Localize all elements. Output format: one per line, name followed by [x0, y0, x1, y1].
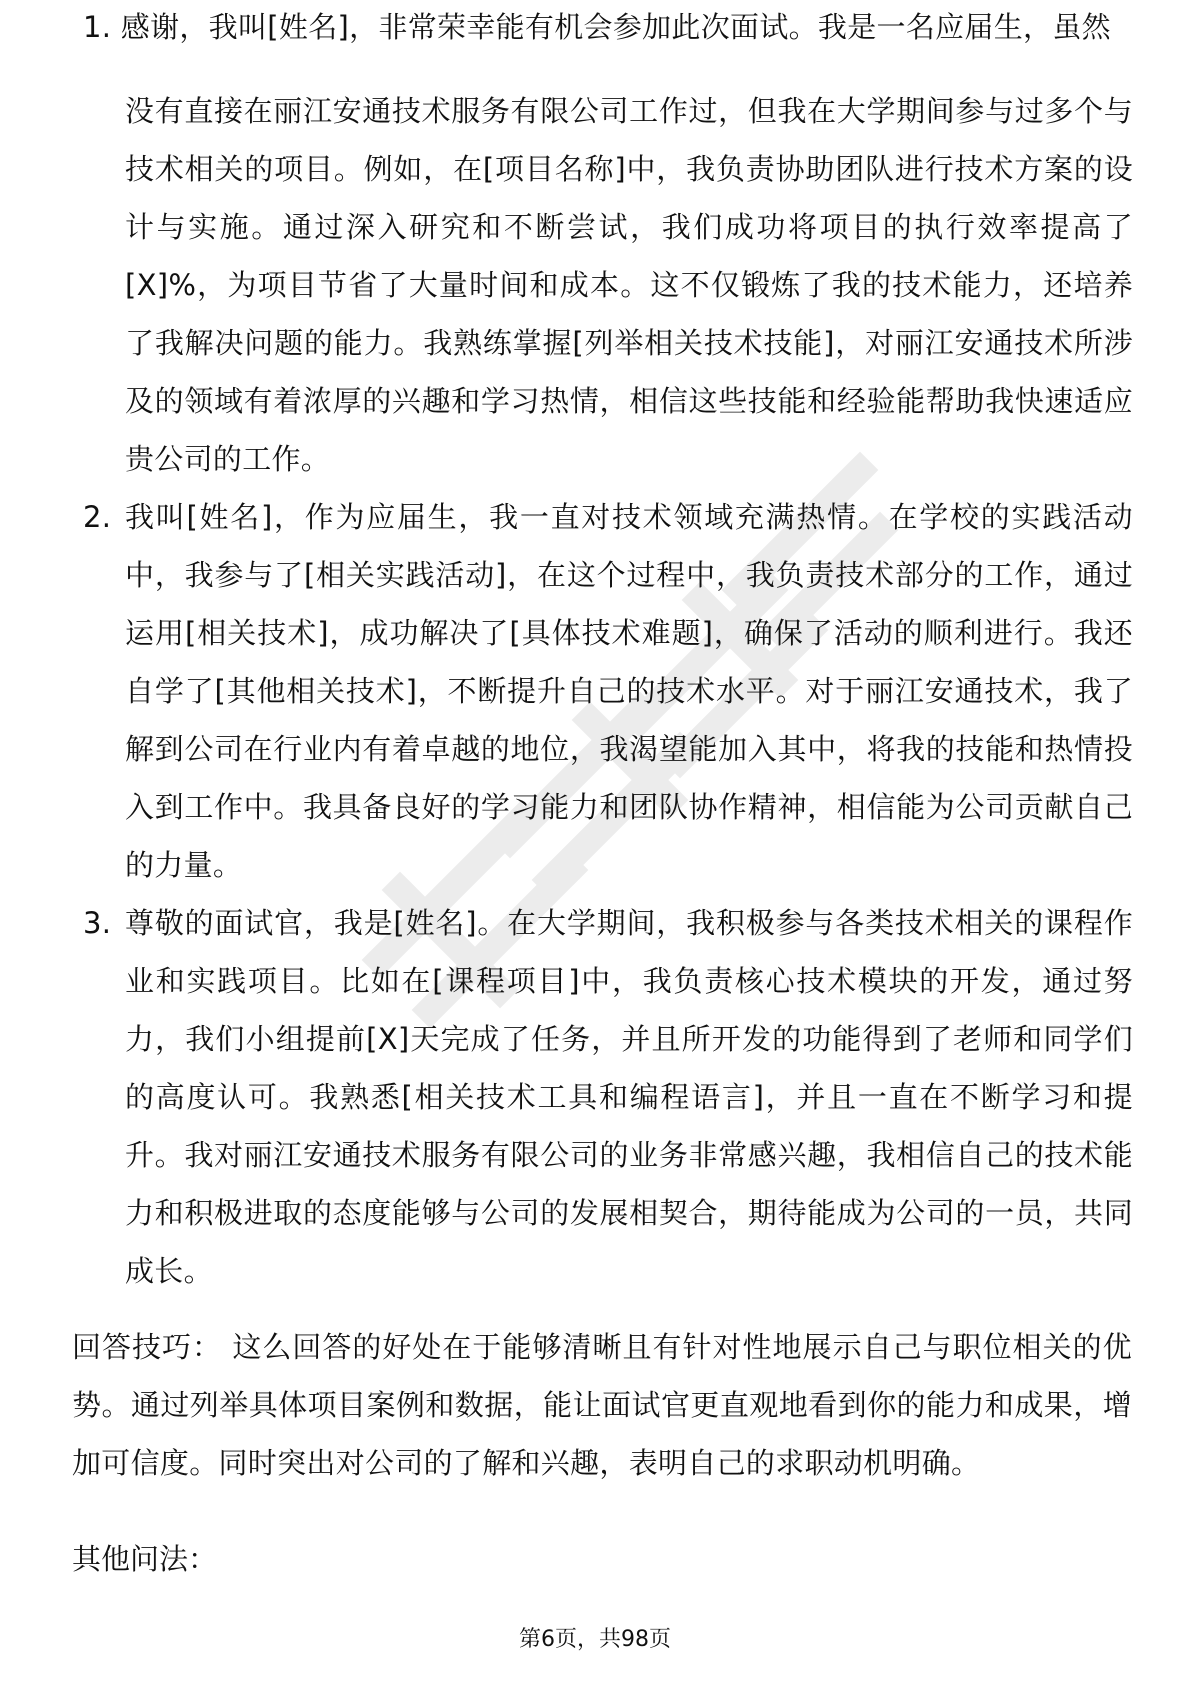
answer-tips-label: 回答技巧： — [72, 1330, 223, 1364]
answer-item-2-text: 我叫[姓名]，作为应届生，我一直对技术领域充满热情。在学校的实践活动中，我参与了[相关实践活动]，在这个过程中，我负责技术部分的工作，通过运用[相关技术]，成功解决了[具体技术难题]，确保了活动的顺利进行。我还自学了[其他相关技术]，不断提升自己的技术水平。对于丽江安通技术，我了解到公司在行业内有着卓越的地位，我渴望能加入其中，将我的技能和热情投入到工作中。我具备良好的学习能力和团队协作精神，相信能为公司贡献自己的力量。 — [125, 500, 1133, 882]
answer-item-3-text: 尊敬的面试官，我是[姓名]。在大学期间，我积极参与各类技术相关的课程作业和实践项目。比如在[课程项目]中，我负责核心技术模块的开发，通过努力，我们小组提前[X]天完成了任务，并且所开发的功能得到了老师和同学们的高度认可。我熟悉[相关技术工具和编程语言]，并且一直在不断学习和提升。我对丽江安通技术服务有限公司的业务非常感兴趣，我相信自己的技术能力和积极进取的态度能够与公司的发展相契合，期待能成为公司的一员，共同成长。 — [125, 906, 1133, 1288]
answer-item-3-number: 3. — [83, 906, 112, 940]
cut-off-first-line-text: 1. 感谢，我叫[姓名]，非常荣幸能有机会参加此次面试。我是一名应届生，虽然 — [83, 10, 1111, 44]
other-questions-label: 其他问法： — [72, 1542, 218, 1576]
answer-item-2-number: 2. — [83, 500, 112, 534]
answer-tips — [72, 1318, 1132, 1492]
page-number: 第6页，共98页 — [519, 1627, 671, 1652]
answer-item-1 — [83, 82, 1133, 488]
answer-item-1-text: 没有直接在丽江安通技术服务有限公司工作过，但我在大学期间参与过多个与技术相关的项目。例如，在[项目名称]中，我负责协助团队进行技术方案的设计与实施。通过深入研究和不断尝试，我们成功将项目的执行效率提高了[X]%，为项目节省了大量时间和成本。这不仅锻炼了我的技术能力，还培养了我解决问题的能力。我熟练掌握[列举相关技术技能]，对丽江安通技术所涉及的领域有着浓厚的兴趣和学习热情，相信这些技能和经验能帮助我快速适应贵公司的工作。 — [125, 94, 1133, 476]
answer-list — [83, 82, 1133, 1300]
answer-item-2 — [83, 488, 1133, 894]
other-questions-heading — [72, 1530, 217, 1588]
answer-tips-text: 这么回答的好处在于能够清晰且有针对性地展示自己与职位相关的优势。通过列举具体项目案例和数据，能让面试官更直观地看到你的能力和成果，增加可信度。同时突出对公司的了解和兴趣，表明自己的求职动机明确。 — [72, 1330, 1132, 1480]
answer-item-3 — [83, 894, 1133, 1300]
cut-off-first-line — [83, 10, 1133, 60]
page-footer — [0, 1620, 1190, 1660]
